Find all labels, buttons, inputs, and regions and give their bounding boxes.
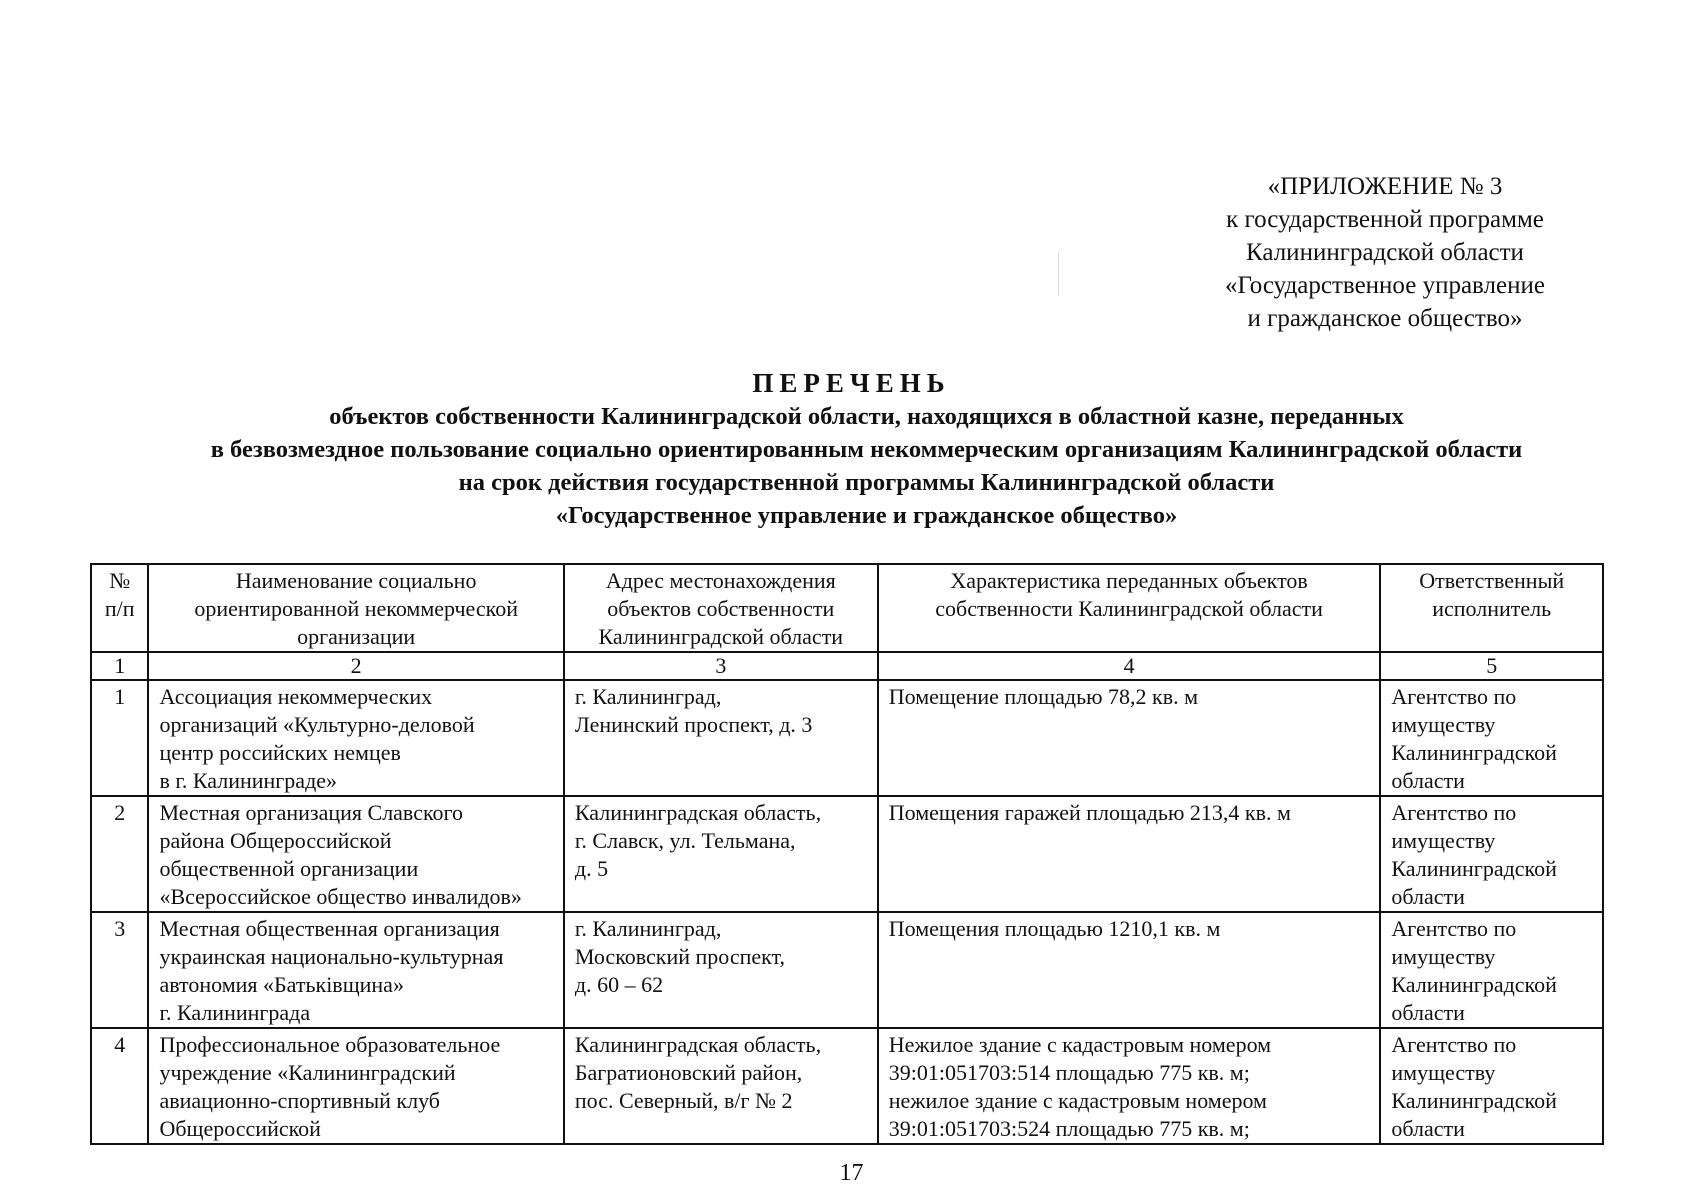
header-number: № п/п <box>91 564 148 652</box>
title-heading: ПЕРЕЧЕНЬ <box>752 368 951 398</box>
row-number: 3 <box>91 912 148 1028</box>
subtitle-line: объектов собственности Калининградской области, находящихся в областной казне, переданных <box>329 403 1404 430</box>
address-cell: г. Калининград, Ленинский проспект, д. 3 <box>564 680 878 796</box>
column-number: 1 <box>91 652 148 680</box>
property-table <box>90 563 1604 1145</box>
header-characteristics: Характеристика переданных объектов собственности Калининградской области <box>878 564 1381 652</box>
row-number: 1 <box>91 680 148 796</box>
subtitle-line: на срок действия государственной программы Калининградской области <box>458 469 1275 496</box>
document-title <box>0 366 1703 532</box>
table-row <box>91 1028 1603 1144</box>
responsible-cell: Агентство по имуществу Калининградской области <box>1380 680 1603 796</box>
header-address: Адрес местонахождения объектов собственности Калининградской области <box>564 564 878 652</box>
characteristics-cell: Помещение площадью 78,2 кв. м <box>878 680 1381 796</box>
organization-cell: Ассоциация некоммерческих организаций «Культурно-деловой центр российских немцев в г. Калининграде» <box>148 680 563 796</box>
column-number: 5 <box>1380 652 1603 680</box>
annex-heading <box>1175 170 1595 335</box>
header-organization: Наименование социально ориентированной некоммерческой организации <box>148 564 563 652</box>
column-number: 3 <box>564 652 878 680</box>
title-subtitle <box>0 400 1703 532</box>
scan-mark <box>1058 252 1059 296</box>
table-header-row <box>91 564 1603 652</box>
subtitle-line: в безвозмездное пользование социально ориентированным некоммерческим организациям Калининградской области <box>210 436 1523 463</box>
characteristics-cell: Нежилое здание с кадастровым номером 39:01:051703:514 площадью 775 кв. м; нежилое здание с кадастровым номером 39:01:051703:524 площадью 775 кв. м; <box>878 1028 1381 1144</box>
page-number: 17 <box>839 1160 864 1186</box>
table-row <box>91 680 1603 796</box>
organization-cell: Профессиональное образовательное учреждение «Калининградский авиационно-спортивный клуб Общероссийской <box>148 1028 563 1144</box>
row-number: 4 <box>91 1028 148 1144</box>
responsible-cell: Агентство по имуществу Калининградской области <box>1380 796 1603 912</box>
table-row <box>91 796 1603 912</box>
annex-line: к государственной программе <box>1226 206 1544 233</box>
row-number: 2 <box>91 796 148 912</box>
table-row <box>91 912 1603 1028</box>
annex-line: «ПРИЛОЖЕНИЕ № 3 <box>1267 173 1503 200</box>
responsible-cell: Агентство по имуществу Калининградской области <box>1380 912 1603 1028</box>
responsible-cell: Агентство по имуществу Калининградской области <box>1380 1028 1603 1144</box>
organization-cell: Местная организация Славского района Общероссийской общественной организации «Всероссийское общество инвалидов» <box>148 796 563 912</box>
organization-cell: Местная общественная организация украинская национально-культурная автономия «Батьківщина» г. Калининграда <box>148 912 563 1028</box>
annex-line: и гражданское общество» <box>1247 305 1523 332</box>
annex-line: Калининградской области <box>1246 239 1524 266</box>
address-cell: Калининградская область, г. Славск, ул. Тельмана, д. 5 <box>564 796 878 912</box>
address-cell: Калининградская область, Багратионовский район, пос. Северный, в/г № 2 <box>564 1028 878 1144</box>
address-cell: г. Калининград, Московский проспект, д. 60 – 62 <box>564 912 878 1028</box>
subtitle-line: «Государственное управление и гражданское общество» <box>555 502 1178 529</box>
column-number: 2 <box>148 652 563 680</box>
column-number-row <box>91 652 1603 680</box>
header-responsible: Ответственный исполнитель <box>1380 564 1603 652</box>
annex-line: «Государственное управление <box>1225 272 1545 299</box>
column-number: 4 <box>878 652 1381 680</box>
characteristics-cell: Помещения гаражей площадью 213,4 кв. м <box>878 796 1381 912</box>
characteristics-cell: Помещения площадью 1210,1 кв. м <box>878 912 1381 1028</box>
